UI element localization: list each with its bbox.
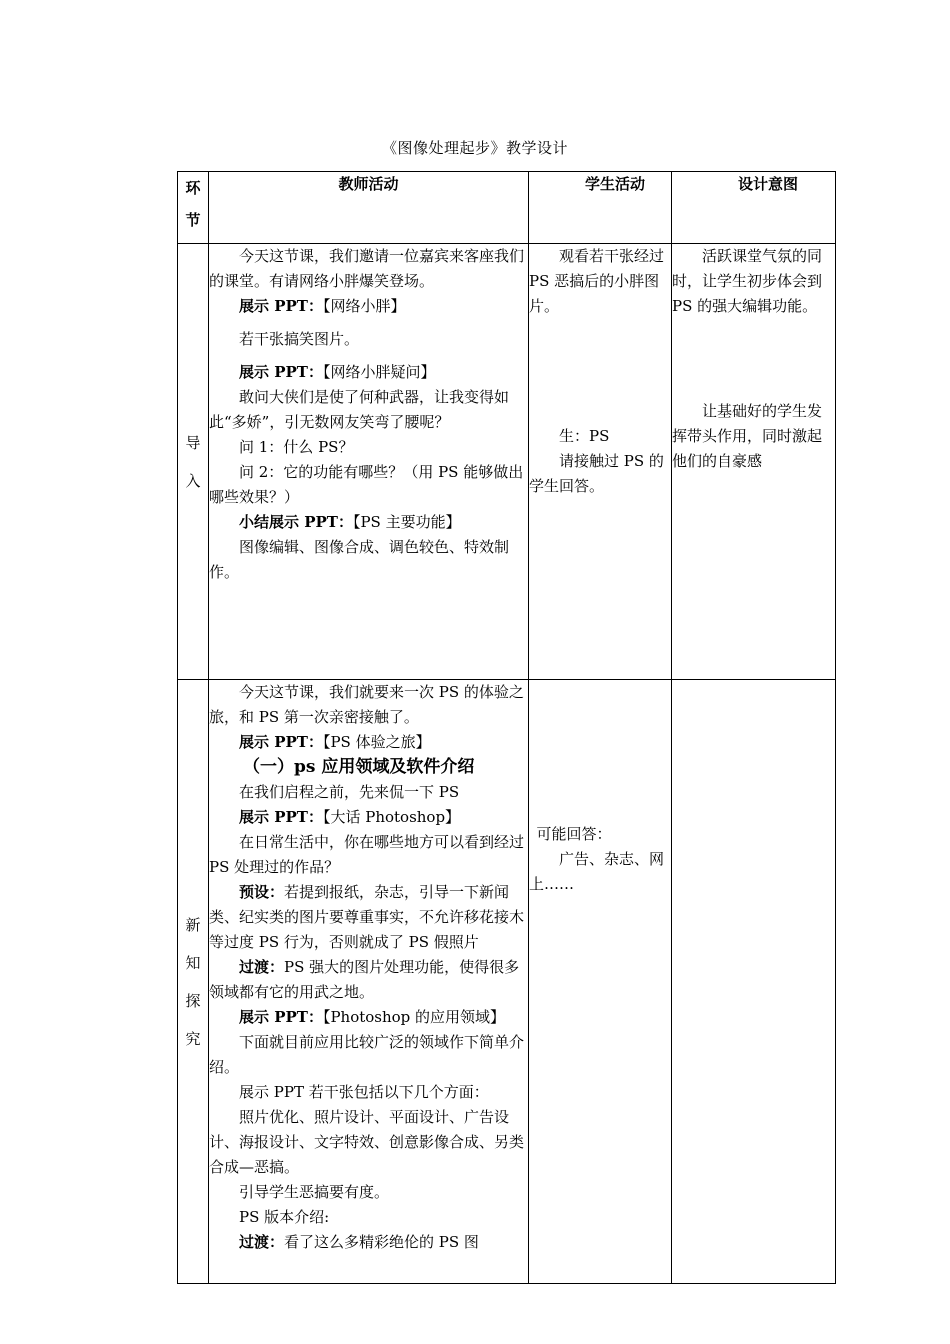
header-stage-char: 环 xyxy=(185,179,201,197)
section-heading: （一）ps 应用领域及软件介绍 xyxy=(243,757,475,777)
teacher-paragraph: 今天这节课，我们就要来一次 PS 的体验之旅，和 PS 第一次亲密接触了。 xyxy=(209,683,524,726)
stage-char: 探 xyxy=(185,991,201,1010)
stage-char: 究 xyxy=(185,1029,201,1048)
student-paragraph: 可能回答： xyxy=(536,825,612,843)
lesson-plan-table xyxy=(177,171,836,1284)
stage-char: 导 xyxy=(185,433,201,452)
student-paragraph: 生：PS xyxy=(559,427,610,445)
label: 过渡： xyxy=(239,958,285,976)
stage-intro xyxy=(178,244,209,680)
design-intent-new-knowledge xyxy=(672,680,836,1284)
student-paragraph: 请接触过 PS 的学生回答。 xyxy=(529,452,664,495)
teacher-paragraph: 敢问大侠们是使了何种武器，让我变得如此“多娇”，引无数网友笑弯了腰呢？ xyxy=(209,388,510,431)
table-header-row xyxy=(178,172,836,244)
teacher-paragraph xyxy=(209,1230,528,1255)
teacher-activity-intro xyxy=(209,244,529,680)
teacher-paragraph: 图像编辑、图像合成、调色较色、特效制作。 xyxy=(209,538,510,581)
table-row-intro xyxy=(178,244,836,680)
document-title: 《图像处理起步》教学设计 xyxy=(381,139,568,157)
text: 【PS 主要功能】 xyxy=(352,513,461,531)
stage-char: 新 xyxy=(185,915,201,934)
teacher-activity-new-knowledge xyxy=(209,680,529,1284)
text: PS 强大的图片处理功能，使得很多领域都有它的用武之地。 xyxy=(209,958,520,1001)
stage-new-knowledge xyxy=(178,680,209,1284)
teacher-paragraph xyxy=(209,880,528,955)
design-paragraph: 活跃课堂气氛的同时，让学生初步体会到 PS 的强大编辑功能。 xyxy=(672,247,823,315)
teacher-paragraph: 在日常生活中，你在哪些地方可以看到经过 PS 处理过的作品？ xyxy=(209,833,525,876)
label: 预设： xyxy=(239,883,285,901)
text: 若提到报纸，杂志，引导一下新闻类、纪实类的图片要尊重事实，不允许移花接木等过度 PS 行为，否则就成了 PS 假照片 xyxy=(209,883,525,951)
label: 展示 PPT： xyxy=(239,733,323,751)
label: 展示 PPT： xyxy=(239,1008,323,1026)
teacher-paragraph xyxy=(209,360,528,385)
teacher-paragraph xyxy=(209,955,528,1005)
header-stage xyxy=(178,172,209,244)
label: 展示 PPT： xyxy=(239,808,323,826)
teacher-paragraph: 若干张搞笑图片。 xyxy=(239,330,360,348)
table-row-new-knowledge xyxy=(178,680,836,1284)
header-stage-char: 节 xyxy=(185,211,201,229)
teacher-paragraph: 问 1：什么 PS？ xyxy=(239,438,354,456)
header-teacher: 教师活动 xyxy=(209,172,529,244)
stage-char: 知 xyxy=(185,953,201,972)
label: 展示 PPT： xyxy=(239,363,323,381)
student-paragraph: 广告、杂志、网上…… xyxy=(529,850,665,893)
label: 过渡： xyxy=(239,1233,285,1251)
design-intent-intro xyxy=(672,244,836,680)
text: 【网络小胖】 xyxy=(322,297,406,315)
student-activity-new-knowledge xyxy=(529,680,672,1284)
text: 【Photoshop 的应用领域】 xyxy=(322,1008,506,1026)
teacher-paragraph: 照片优化、照片设计、平面设计、广告设计、海报设计、文字特效、创意影像合成、另类合成—恶搞。 xyxy=(209,1108,525,1176)
teacher-paragraph: 下面就目前应用比较广泛的领域作下简单介绍。 xyxy=(209,1033,525,1076)
text: 看了这么多精彩绝伦的 PS 图 xyxy=(284,1233,479,1251)
teacher-paragraph: 今天这节课，我们邀请一位嘉宾来客座我们的课堂。有请网络小胖爆笑登场。 xyxy=(209,247,525,290)
teacher-paragraph: 引导学生恶搞要有度。 xyxy=(239,1183,390,1201)
text: 【网络小胖疑问】 xyxy=(322,363,436,381)
teacher-paragraph: 展示 PPT 若干张包括以下几个方面： xyxy=(239,1083,489,1101)
design-paragraph: 让基础好的学生发挥带头作用，同时激起他们的自豪感 xyxy=(672,402,823,470)
stage-char: 入 xyxy=(185,471,201,490)
label: 展示 PPT： xyxy=(239,297,323,315)
teacher-paragraph xyxy=(209,1005,528,1030)
student-paragraph: 观看若干张经过 PS 恶搞后的小胖图片。 xyxy=(529,247,665,315)
header-design: 设计意图 xyxy=(672,172,836,244)
student-activity-intro xyxy=(529,244,672,680)
header-student: 学生活动 xyxy=(529,172,672,244)
teacher-paragraph xyxy=(209,805,528,830)
text: 【大话 Photoshop】 xyxy=(322,808,461,826)
teacher-paragraph xyxy=(209,294,528,319)
teacher-paragraph: 在我们启程之前，先来侃一下 PS xyxy=(239,783,460,801)
text: 【PS 体验之旅】 xyxy=(322,733,431,751)
teacher-paragraph: 问 2：它的功能有哪些？（用 PS 能够做出哪些效果？） xyxy=(209,463,524,506)
label: 小结展示 PPT： xyxy=(239,513,353,531)
teacher-paragraph xyxy=(209,510,528,535)
teacher-paragraph: PS 版本介绍: xyxy=(239,1208,330,1226)
teacher-paragraph xyxy=(209,730,528,755)
